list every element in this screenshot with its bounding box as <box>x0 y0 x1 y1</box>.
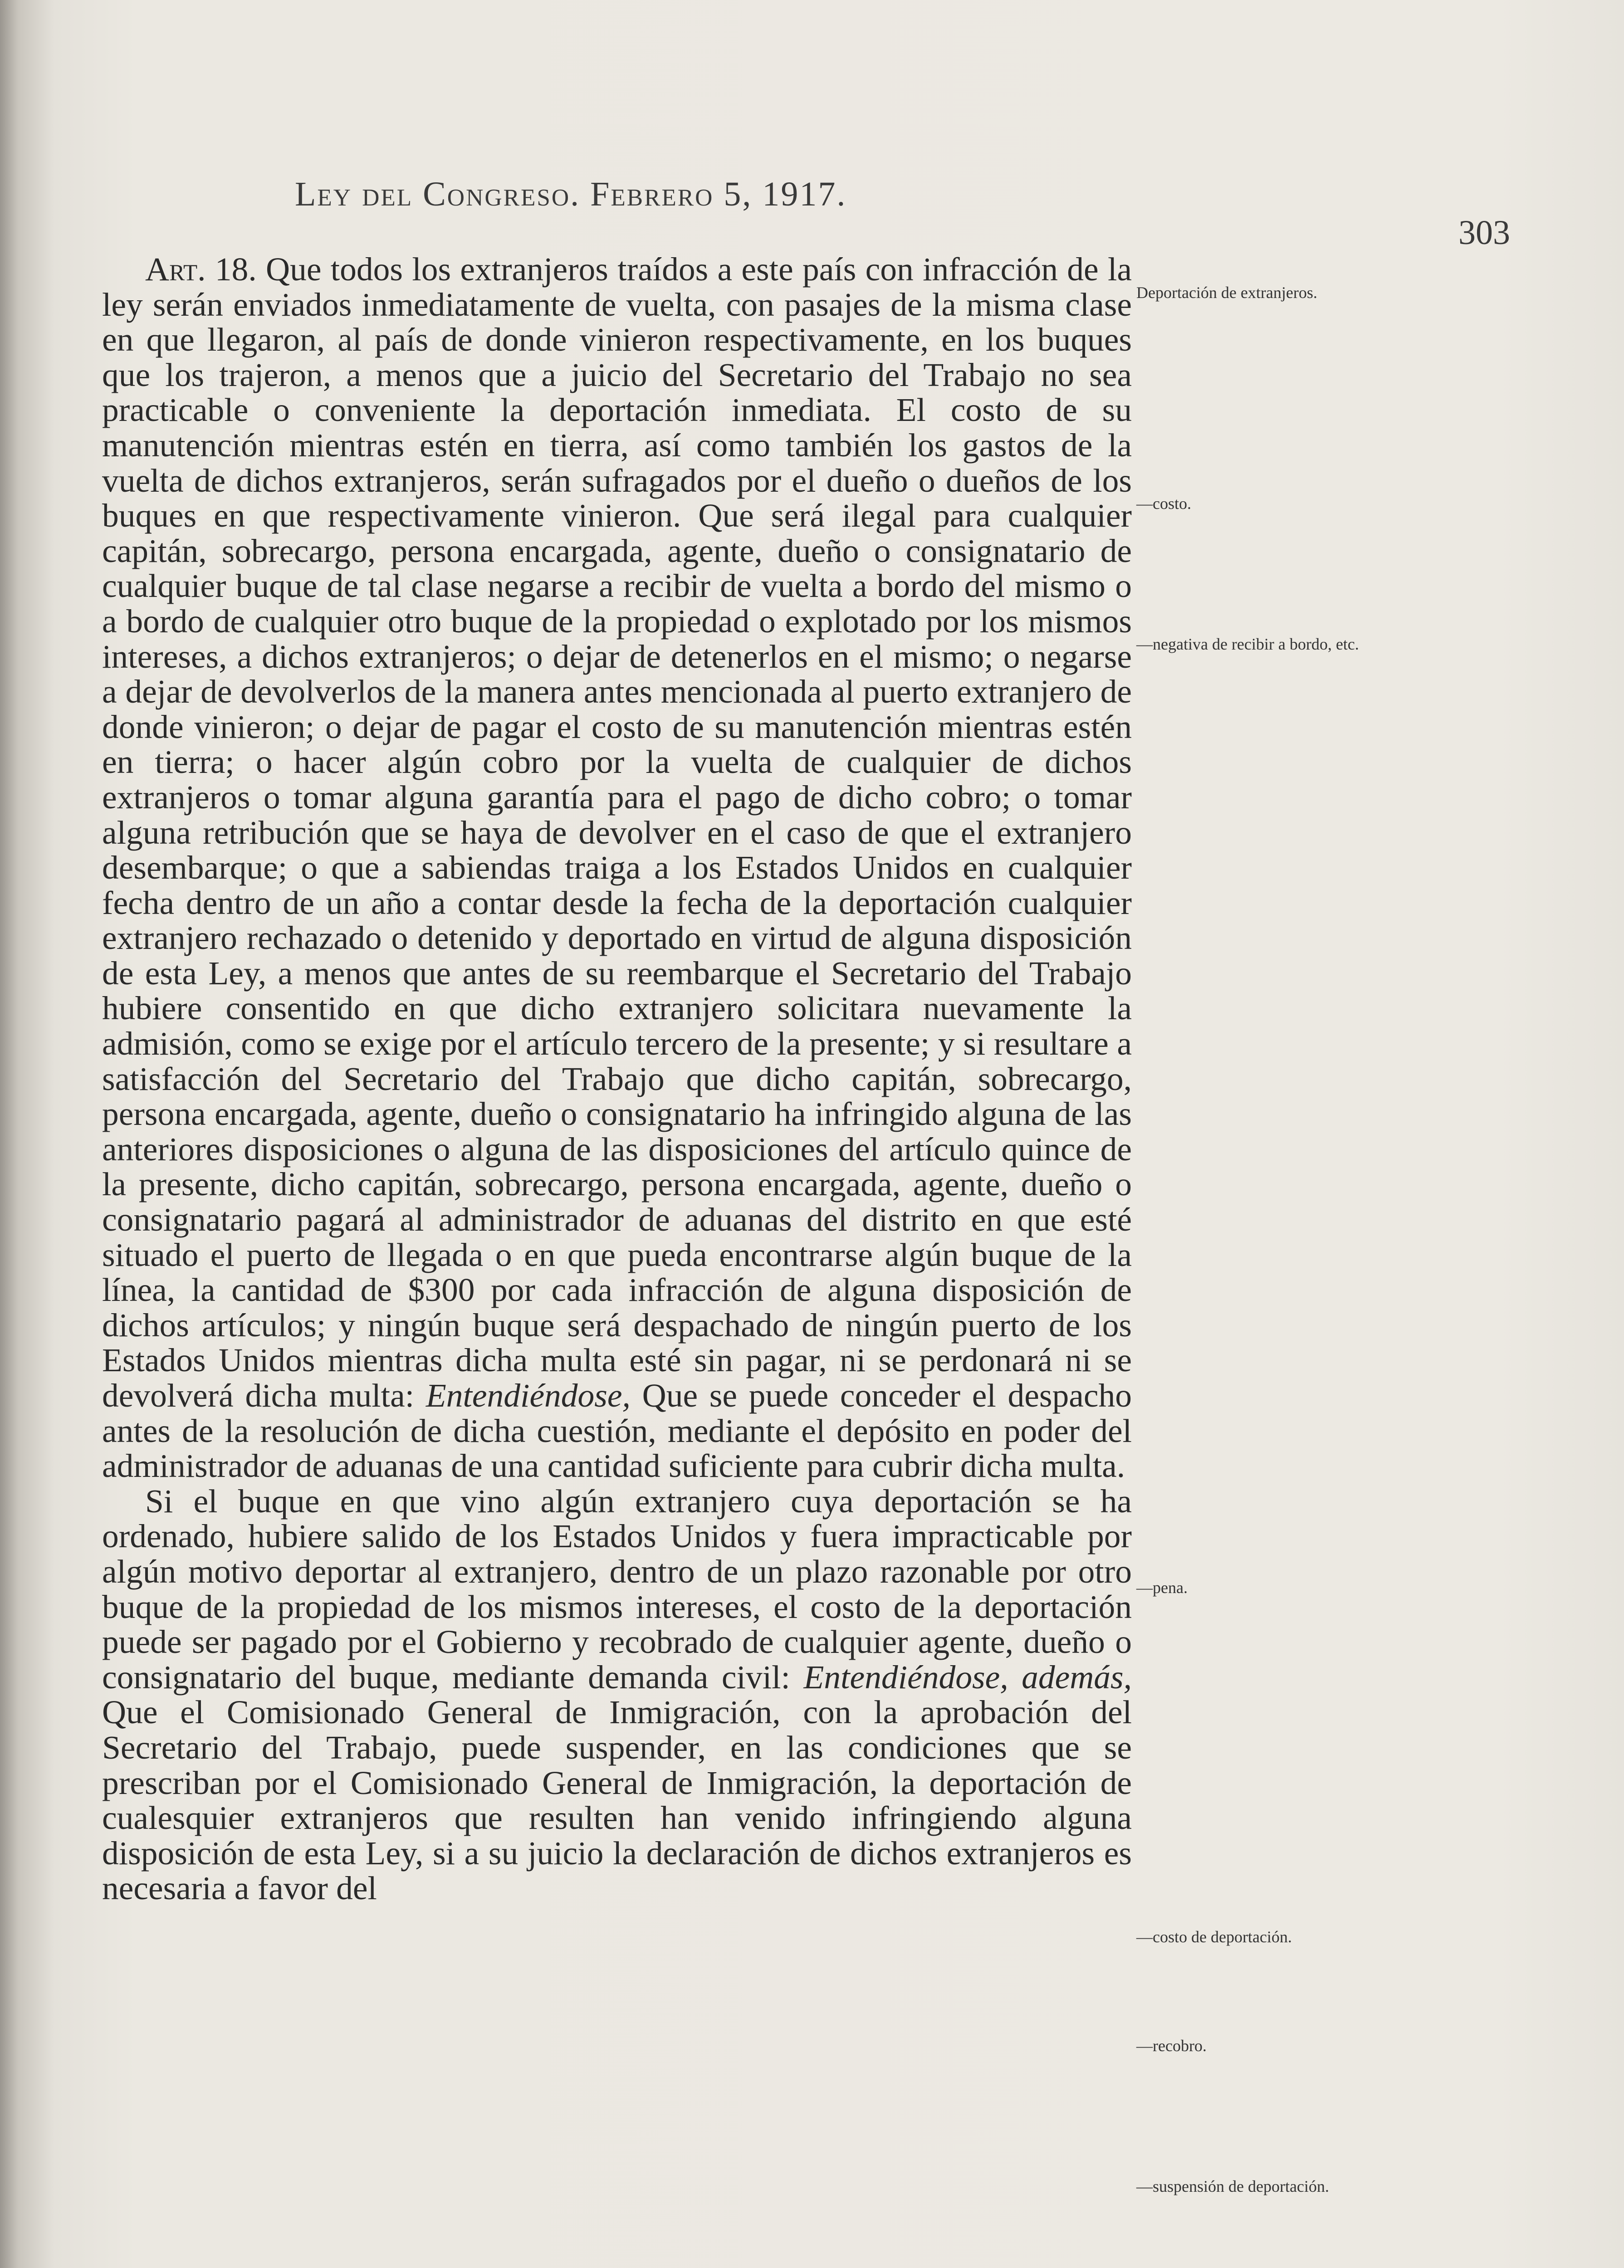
marginal-note-cost: —costo. <box>1136 494 1191 513</box>
article-body <box>102 252 1132 1906</box>
proviso-2: Entendiéndose, además, <box>803 1658 1132 1696</box>
paragraph-2-text: Si el buque en que vino algún extranjero cuya deportación se ha ordenado, hubiere salido de los Estados Unidos y fuera impracticable por algún motivo deportar al extranjero, dentro de un plazo razonable por otro buque de la propiedad de los mismos intereses, el costo de la deportación puede ser pagado por el Gobierno y recobrado de cualquier agente, dueño o consignatario del buque, mediante demanda civil: <box>102 1482 1132 1696</box>
marginal-note-deportation-cost: —costo de deportación. <box>1136 1928 1292 1946</box>
marginal-note-refusal: —negativa de recibir a bordo, etc. <box>1136 635 1359 653</box>
marginal-note-penalty: —pena. <box>1136 1579 1188 1597</box>
marginal-note-deportation: Deportación de extranjeros. <box>1136 284 1317 302</box>
paragraph-2 <box>102 1484 1132 1906</box>
marginal-note-recovery: —recobro. <box>1136 2037 1207 2055</box>
paragraph-1-end: Que se puede conceder el despacho antes de la resolución de dicha cuestión, mediante el depósito en poder del administrador de aduanas de una cantidad suficiente para cubrir dicha multa. <box>102 1377 1132 1485</box>
paragraph-1-text: Que todos los extranjeros traídos a este país con infracción de la ley serán enviados inmediatamente de vuelta, con pasajes de la misma clase en que llegaron, al país de donde vinieron respectivamente, en los buques que los trajeron, a menos que a juicio del Secretario del Trabajo no sea practicable o conveniente la deportación inmediata. El costo de su manutención mientras estén en tierra, así como también los gastos de la vuelta de dichos extranjeros, serán sufragados por el dueño o dueños de los buques en que respectivamente vinieron. Que será ilegal para cualquier capitán, sobrecargo, persona encargada, agente, dueño o consignatario de cualquier buque de tal clase negarse a recibir de vuelta a bordo del mismo o a bordo de cualquier otro buque de la propiedad o explotado por los mismos intereses, a dichos extranjeros; o dejar de detenerlos en el mismo; o negarse a dejar de devolverlos de la manera antes mencionada al puerto extranjero de donde vinieron; o dejar de pagar el costo de su manutención mientras estén en tierra; o hacer algún cobro por la vuelta de cualquier de dichos extranjeros o tomar alguna garantía para el pago de dicho cobro; o tomar alguna retribución que se haya de devolver en el caso de que el extranjero desembarque; o que a sabiendas traiga a los Estados Unidos en cualquier fecha dentro de un año a contar desde la fecha de la deportación cualquier extranjero rechazado o detenido y deportado en virtud de alguna disposición de esta Ley, a menos que antes de su reembarque el Secretario del Trabajo hubiere consentido en que dicho extranjero solicitara nuevamente la admisión, como se exige por el artículo tercero de la presente; y si resultare a satisfacción del Secretario del Trabajo que dicho capitán, sobrecargo, persona encargada, agente, dueño o consignatario ha infringido alguna de las anteriores disposiciones o alguna de las disposiciones del artículo quince de la presente, dicho capitán, sobrecargo, persona encargada, agente, dueño o consignatario pagará al administrador de aduanas del distrito en que esté situado el puerto de llegada o en que pueda encontrarse algún buque de la línea, la cantidad de $300 por cada infracción de alguna disposición de dichos artículos; y ningún buque será despachado de ningún puerto de los Estados Unidos mientras dicha multa esté sin pagar, ni se perdonará ni se devolverá dicha multa: <box>102 251 1132 1414</box>
marginal-note-suspension: —suspensión de deportación. <box>1136 2177 1329 2195</box>
proviso-1: Entendiéndose, <box>426 1377 631 1414</box>
running-head: Ley del Congreso. Febrero 5, 1917. <box>295 175 847 213</box>
paragraph-1 <box>102 252 1132 1484</box>
page-number: 303 <box>1458 214 1510 252</box>
paragraph-2-end: Que el Comisionado General de Inmigración, con la aprobación del Secretario del Trabajo, puede suspender, en las condiciones que se prescriban por el Comisionado General de Inmigración, la deportación de cualesquier extranjeros que resulten han venido infringiendo alguna disposición de esta Ley, si a su juicio la declaración de dichos extranjeros es necesaria a favor del <box>102 1694 1132 1907</box>
article-label: Art. 18. <box>145 251 257 288</box>
